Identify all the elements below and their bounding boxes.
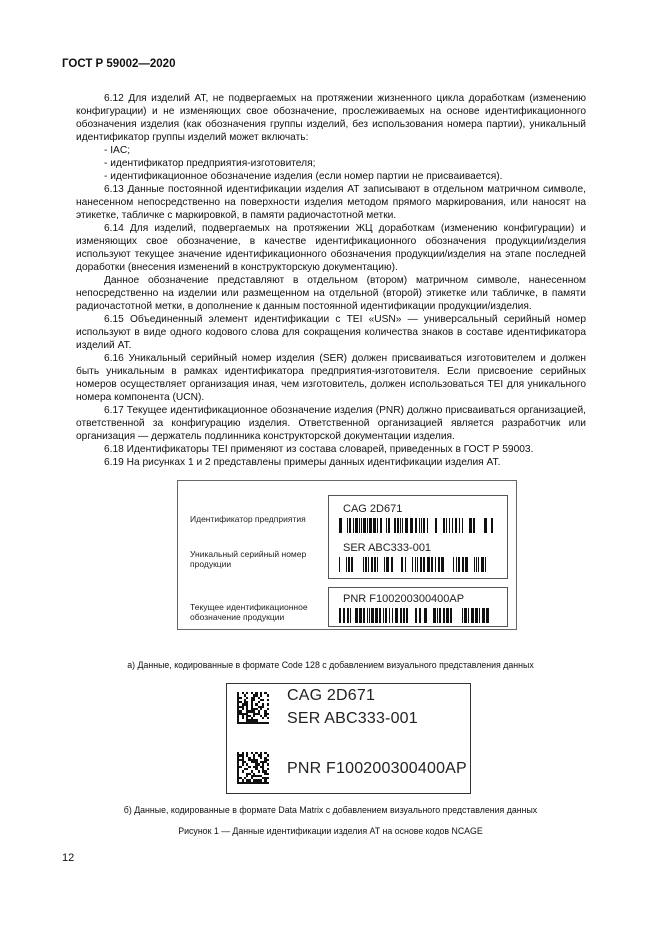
barcode-box-cag-ser <box>328 495 508 579</box>
paragraph-6-14: 6.14 Для изделий, подвергаемых на протяжении ЖЦ доработкам (изменению конфигурации) и изменяющих свое обозначение, в качестве идентификационного обозначения продукции/изделия используют текущее значение идентификационного обозначения продукции/изделия на этапе последней доработки (внесения изменений в конструкторскую документацию). <box>76 223 586 273</box>
body-text <box>76 92 586 469</box>
figure-a-code128-label <box>177 480 517 630</box>
paragraph-6-12: 6.12 Для изделий АТ, не подвергаемых на протяжении жизненного цикла доработкам (изменению конфигурации) и не изменяющих свое обозначение, прослеживаемых на основе идентификационного обозначения изделия (как обозначения группы изделий, без использования номера партии), уникальный идентификатор группы изделий может включать: <box>76 93 586 143</box>
paragraph-6-18: 6.18 Идентификаторы TEI применяют из состава словарей, приведенных в ГОСТ Р 59003. <box>104 444 534 455</box>
list-item: - идентификационное обозначение изделия (если номер партии не присваивается). <box>104 171 503 182</box>
barcode-box-pnr <box>328 587 508 627</box>
barcode-gap <box>493 518 495 533</box>
page-number: 12 <box>62 852 75 864</box>
datamatrix-top <box>237 692 269 724</box>
barcode-gap <box>493 557 494 572</box>
figure-title: Рисунок 1 — Данные идентификации изделия АТ на основе кодов NCAGE <box>178 826 483 836</box>
label-serial-number: Уникальный серийный номер продукции <box>190 549 307 569</box>
figure-b-datamatrix-label <box>226 683 471 794</box>
list-item: - IAC; <box>104 145 131 156</box>
paragraph-6-14-continued: Данное обозначение представляют в отдельном (втором) матричном символе, нанесенном непосредственно на изделии или размещенном на отдельной (второй) этикетке или табличке, в памяти радиочастотной метки, в дополнение к данным постоянной идентификации продукции/изделия. <box>76 275 586 312</box>
paragraph-6-15: 6.15 Объединенный элемент идентификации с TEI «USN» — универсальный серийный номер используют в виде одного кодового слова для сокращения количества знаков в составе идентификатора изделий АТ. <box>76 314 586 351</box>
pnr-text-b: PNR F100200300400AP <box>287 760 467 777</box>
barcode-cag <box>339 518 495 533</box>
ser-text-b: SER ABC333-001 <box>287 710 418 727</box>
barcode-gap <box>493 608 495 623</box>
ser-text: SER ABC333-001 <box>343 542 432 554</box>
document-header: ГОСТ Р 59002—2020 <box>62 58 176 70</box>
list-item: - идентификатор предприятия-изготовителя; <box>104 158 316 169</box>
datamatrix-module <box>267 722 269 724</box>
paragraph-6-17: 6.17 Текущее идентификационное обозначение изделия (PNR) должно присваиваться организацией, ответственной за конфигурацию изделия. Ответственной организацией является разработчик или организация — держатель подлинника конструкторской документации изделия. <box>76 405 586 442</box>
cag-text-b: CAG 2D671 <box>287 687 376 704</box>
barcode-pnr <box>339 608 495 623</box>
paragraph-6-19: 6.19 На рисунках 1 и 2 представлены примеры данных идентификации изделия АТ. <box>104 457 501 468</box>
paragraph-6-13: 6.13 Данные постоянной идентификации изделия АТ записывают в отдельном матричном символе, нанесенном непосредственно на поверхности изделия методом прямого маркирования, или наносят на этикетке, табличке с маркировкой, в памяти радиочастотной метки. <box>76 184 586 221</box>
caption-figure-a: а) Данные, кодированные в формате Code 128 с добавлением визуального представления данных <box>127 660 534 670</box>
datamatrix-bottom <box>237 752 269 784</box>
pnr-text: PNR F100200300400AP <box>343 593 465 605</box>
label-enterprise-id: Идентификатор предприятия <box>190 514 306 524</box>
barcode-ser <box>339 557 495 572</box>
caption-figure-b: б) Данные, кодированные в формате Data Matrix с добавлением визуального представления данных <box>123 805 538 815</box>
label-current-designation: Текущее идентификационное обозначение продукции <box>190 602 308 622</box>
datamatrix-module <box>267 782 269 784</box>
cag-text: CAG 2D671 <box>343 503 403 515</box>
paragraph-6-16: 6.16 Уникальный серийный номер изделия (SER) должен присваиваться изготовителем и должен быть уникальным в рамках идентификатора предприятия-изготовителя. Если присвоение серийных номеров осуществляет организация иная, чем изготовитель, должен использоваться TEI для уникального номера компонента (UCN). <box>76 353 586 403</box>
